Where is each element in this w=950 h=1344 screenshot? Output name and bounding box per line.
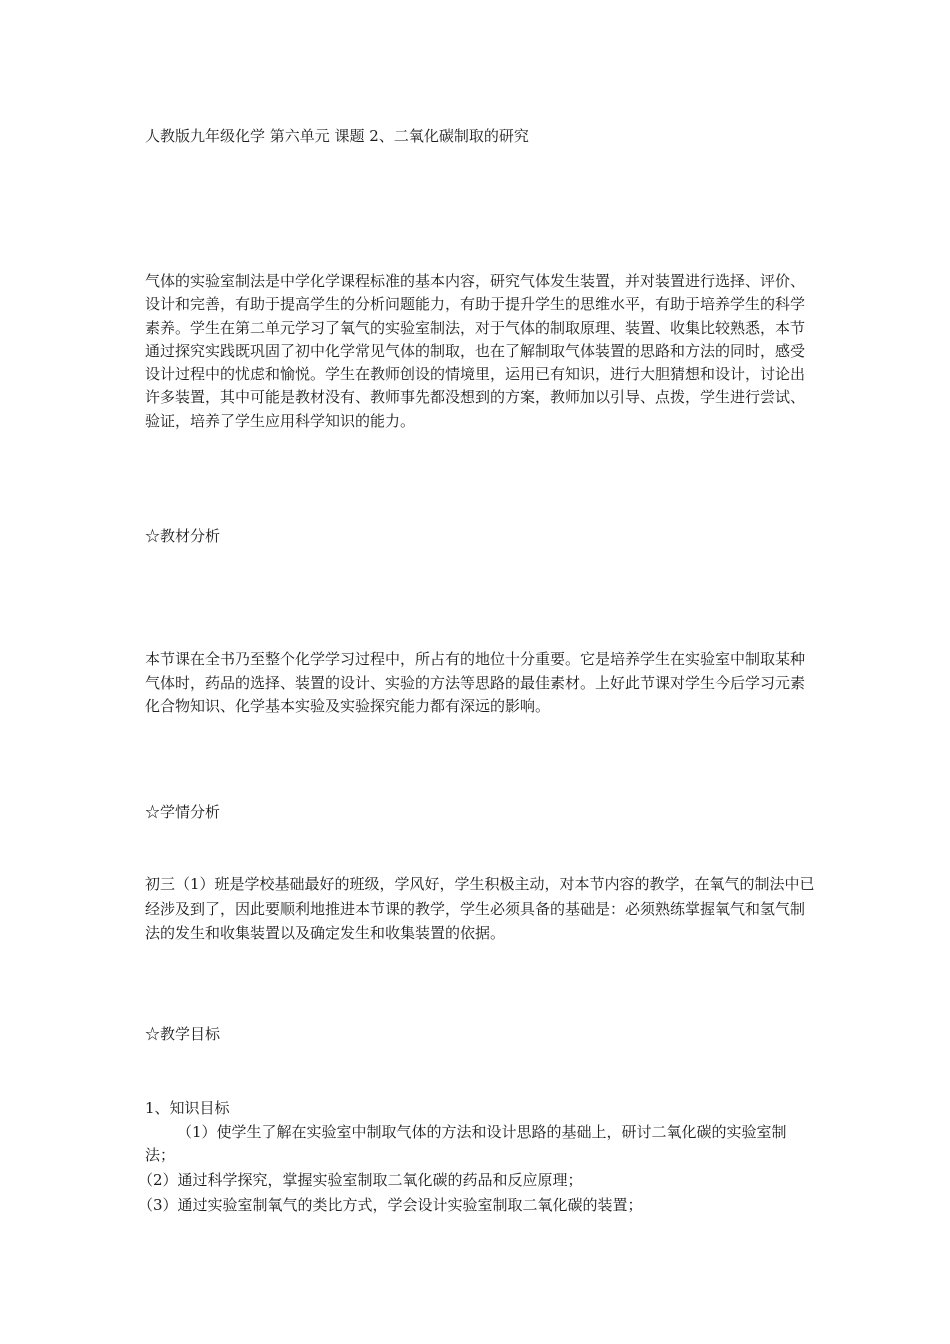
teaching-goals-heading: ☆教学目标	[145, 1025, 221, 1043]
material-analysis-heading: ☆教材分析	[145, 527, 221, 545]
student-analysis-paragraph: 初三（1）班是学校基础最好的班级，学风好，学生积极主动，对本节内容的教学，在氧气的制法中已经涉及到了，因此要顺利地推进本节课的教学，学生必须具备的基础是：必须熟练掌握氧气和氢气制法的发生和收集装置以及确定发生和收集装置的依据。	[145, 875, 815, 942]
material-analysis-paragraph: 本节课在全书乃至整个化学学习过程中，所占有的地位十分重要。它是培养学生在实验室中制取某种气体时，药品的选择、装置的设计、实验的方法等思路的最佳素材。上好此节课对学生今后学习元素化合物知识、化学基本实验及实验探究能力都有深远的影响。	[145, 650, 806, 715]
knowledge-goals-heading: 1、知识目标	[145, 1099, 230, 1117]
knowledge-goal-item: （3）通过实验室制氧气的类比方式，学会设计实验室制取二氧化碳的装置；	[138, 1196, 643, 1214]
knowledge-goal-item: （2）通过科学探究，掌握实验室制取二氧化碳的药品和反应原理；	[138, 1171, 583, 1189]
student-analysis-heading: ☆学情分析	[145, 803, 221, 821]
knowledge-goal-item: （1）使学生了解在实验室中制取气体的方法和设计思路的基础上，研讨二氧化碳的实验室制法；	[145, 1123, 787, 1164]
intro-paragraph: 气体的实验室制法是中学化学课程标准的基本内容，研究气体发生装置，并对装置进行选择、评价、设计和完善，有助于提高学生的分析问题能力，有助于提升学生的思维水平，有助于培养学生的科学素养。学生在第二单元学习了氧气的实验室制法，对于气体的制取原理、装置、收集比较熟悉，本节通过探究实践既巩固了初中化学常见气体的制取，也在了解制取气体装置的思路和方法的同时，感受设计过程中的忧虑和愉悦。学生在教师创设的情境里，运用已有知识，进行大胆猜想和设计，讨论出许多装置，其中可能是教材没有、教师事先都没想到的方案，教师加以引导、点拨，学生进行尝试、验证，培养了学生应用科学知识的能力。	[145, 272, 806, 430]
document-title: 人教版九年级化学 第六单元 课题 2、二氧化碳制取的研究	[145, 127, 529, 145]
